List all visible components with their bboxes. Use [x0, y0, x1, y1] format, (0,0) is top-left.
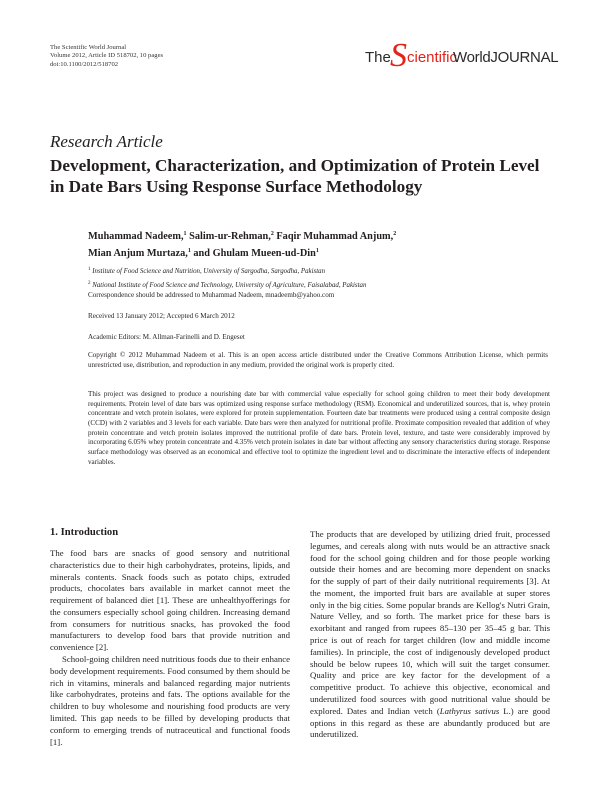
- intro-paragraph-3: [310, 529, 550, 741]
- author-1[interactable]: Muhammad Nadeem,: [88, 231, 184, 242]
- author-3-affil: 2: [393, 231, 397, 237]
- abstract: This project was designed to produce a nourishing date bar with commercial value especially for school going children to meet their body development requirements. Protein level of date bars was optimized using response surface methodology (RSM). Economical and underutilized sources, that is, whey protein concentrate and vetch protein isolates, were explored for protein supplementation. Fourteen date bar treatments were produced using a central composite design (CCD) with 2 variables and 3 levels for each variable. Date bars were then analyzed for nutritional profile. Proximate composition revealed that addition of whey protein concentrate and vetch protein isolates improved the nutritional profile of date bars. Protein level, texture, and taste were considerably improved by incorporating 6.05% whey protein concentrate and 4.35% vetch protein isolates in date bar without affecting any sensory characteristics during storage. Response surface methodology was observed as an economical and effective tool to optimize the ingredient level and to discriminate the interactive effects of independent variables.: [88, 390, 550, 466]
- author-4[interactable]: Mian Anjum Murtaza,: [88, 248, 188, 259]
- author-4-affil: 1: [187, 248, 191, 254]
- volume-info: Volume 2012, Article ID 518702, 10 pages: [50, 52, 164, 60]
- intro-paragraph-3-part-a: The products that are developed by utilizing dried fruit, processed legumes, and cereals along with nuts would be an attractive snack food for the school going children and for those people working outside their homes and are becoming more dependent on snacks for the supply of part of their daily nutritional requirements [3]. At the moment, the imported fruit bars are available at super stores only in the big cities. Some popular brands are Kellog's Nutri Grain, Nature Velley, and so forth. The market price for these bars is exorbitant and ranged from rupees 85–130 per 35–45 g bar. This price is out of reach for target children (low and middle income families). In principle, the cost of indigenously developed product should be below rupees 10, which will suit the target consumer. Quality and price are key factor for the development of a competitive product. To achieve this objective, economical and underutilized food sources with good nutritional value should be explored. Dates and Indian vetch (: [310, 529, 550, 716]
- author-5-affil: 1: [315, 248, 319, 254]
- column-right: [310, 529, 550, 741]
- logo-s: S: [390, 37, 407, 74]
- academic-editors: Academic Editors: M. Allman-Farinelli and D. Engeset: [88, 333, 245, 341]
- column-left: [50, 548, 290, 748]
- journal-meta: [50, 44, 163, 69]
- author-list: [88, 227, 548, 261]
- author-1-affil: 1: [183, 231, 187, 237]
- journal-logo[interactable]: [363, 36, 559, 84]
- doi: doi:10.1100/2012/518702: [50, 60, 119, 68]
- author-3[interactable]: Faqir Muhammad Anjum,: [273, 231, 394, 242]
- affiliation-1: [88, 264, 548, 278]
- section-heading-introduction: 1. Introduction: [50, 527, 119, 538]
- logo-the: The: [365, 49, 391, 66]
- affiliation-1-text: Institute of Food Science and Nutrition, University of Sargodha, Sargodha, Pakistan: [90, 268, 326, 275]
- logo-worldjournal: WorldJOURNAL: [453, 49, 559, 66]
- author-2[interactable]: Salim-ur-Rehman,: [186, 231, 271, 242]
- journal-name: The Scientific World Journal: [50, 44, 127, 51]
- logo-cientific: cientific: [407, 49, 458, 66]
- author-2-affil: 2: [270, 231, 274, 237]
- affiliation-2: [88, 278, 548, 292]
- affiliation-2-number: 2: [88, 280, 91, 286]
- paper-title: Development, Characterization, and Optimization of Protein Level in Date Bars Using Response Surface Methodology: [50, 156, 540, 196]
- received-dates: Received 13 January 2012; Accepted 6 March 2012: [88, 312, 235, 320]
- affiliation-1-number: 1: [88, 267, 91, 272]
- article-type: Research Article: [50, 132, 163, 151]
- affiliations: [88, 264, 548, 291]
- intro-paragraph-3-part-b: L.) are good options in this regard as these are abundantly produced but are underutilized.: [310, 705, 550, 740]
- correspondence: Correspondence should be addressed to Muhammad Nadeem, mnadeemb@yahoo.com: [88, 291, 335, 299]
- author-5[interactable]: and Ghulam Mueen-ud-Din: [190, 248, 316, 259]
- affiliation-2-text: National Institute of Food Science and Technology, University of Agriculture, Faisalabad, Pakistan: [90, 281, 367, 289]
- intro-paragraph-1: The food bars are snacks of good sensory and nutritional characteristics due to their high carbohydrates, proteins, lipids, and minerals contents. Snack foods such as potato chips, extruded products, chocolates bars available in market cannot meet the requirement of balanced diet [1]. These are unhealthyofferings for the consumers especially school going children. Increasing demand from consumers for nutritious snacks, has provoked the food manufacturers to develop food bars that provide nutrition and convenience [2].: [50, 548, 290, 653]
- species-name: Lathyrus sativus: [439, 705, 500, 716]
- copyright-notice: Copyright © 2012 Muhammad Nadeem et al. This is an open access article distributed under the Creative Commons Attribution License, which permits unrestricted use, distribution, and reproduction in any medium, provided the original work is properly cited.: [88, 351, 548, 369]
- intro-paragraph-2: School-going children need nutritious foods due to their enhance body development requirements. Food consumed by them should be rich in vitamins, minerals and balanced regarding major nutrients like carbohydrates, proteins and fats. The options available for the children to buy wholesome and nourishing food products are very limited. This gap needs to be filled by developing products that conform to emerging trends of nutraceutical and functional foods [1].: [50, 654, 290, 747]
